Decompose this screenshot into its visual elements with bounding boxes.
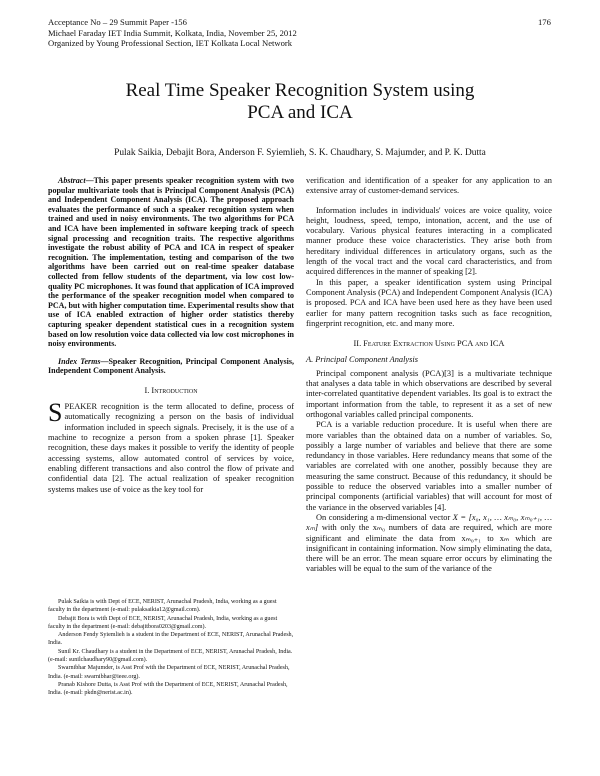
- page-number: 176: [538, 17, 551, 27]
- index-terms: [48, 357, 294, 376]
- index-terms-text: —Speaker Recognition, Principal Component Analysis, Independent Component Analysis.: [48, 356, 295, 376]
- abstract-label: Abstract: [58, 176, 86, 185]
- abstract: [48, 176, 294, 349]
- footnotes: [48, 598, 294, 698]
- section-heading-introduction: I. Introduction: [144, 385, 198, 395]
- intro-text: recognition is the term allocated to define, process of automatically recognizing a person on the basis of individual information included in speech signals. Precisely, it is the use of a machine to recognize a person from a spoken phrase [1]. Speaker recognition, these days makes it possible to verify the identity of people accessing systems, allow automated control of services by voice, enabling different transactions and also control the flow of private and confidential data [2]. The actual realization of speaker recognition systems makes use of voice as the key tool for: [48, 402, 294, 494]
- index-terms-label: Index Terms: [58, 356, 101, 366]
- paragraph-pca-intro: Principal component analysis (PCA)[3] is a multivariate technique that analyses a data table in which observations are described by several inter-correlated quantitative dependent variables. Its goal is to extract the important information from the table, to represent it as a set of new orthogonal variables called principal components.: [306, 368, 552, 419]
- subsection-heading-pca: A. Principal Component Analysis: [306, 355, 418, 365]
- title-line-2: PCA and ICA: [247, 102, 353, 123]
- paragraph-proposal: In this paper, a speaker identification system using Principal Component Analysis (PCA) and Independent Component Analysis (ICA) is proposed. PCA and ICA have been used here as they have been used earlier for many pattern recognition tasks such as face recognition, fingerprint recognition, etc. and many more.: [306, 277, 552, 328]
- intro-first-word: PEAKER: [64, 402, 98, 412]
- header-line-2: Michael Faraday IET India Summit, Kolkata, India, November 25, 2012: [48, 27, 297, 38]
- footnote-2: Debajit Bora is with Dept of ECE, NERIST, Arunachal Pradesh, India, working as a guest faculty in the department (e-mail: debajitbora0203@gmail.com).: [48, 615, 278, 630]
- header-line-1: Acceptance No – 29 Summit Paper -156: [48, 17, 187, 27]
- section-heading-feature-extraction: II. Feature Extraction Using PCA and ICA: [353, 339, 505, 349]
- title-line-1: Real Time Speaker Recognition System using: [125, 80, 475, 101]
- vector-text: with only the xₘ₀ numbers of data are required, which are more significant and eliminate the data from xₘ₀₊₁ to xₘ which are insignificant in containing information. Now simply eliminating the data, there will be an error. The mean square error occurs by eliminating the variables will be equal to the sum of the variance of the: [306, 523, 552, 574]
- footnote-1: Pulak Saikia is with Dept of ECE, NERIST, Arunachal Pradesh, India, working as a guest faculty in the department (e-mail: pulaksaikia12@gmail.com).: [48, 599, 277, 614]
- footnote-5: Swarnibhar Majumder, is Asst Prof with the Department of ECE, NERIST, Arunachal Pradesh, India. (e-mail: swarnibhar@ieee.org).: [48, 665, 290, 680]
- footnote-6: Pranab Kishore Dutta, is Asst Prof with the Department of ECE, NERIST, Arunachal Pradesh, India. (e-mail: pkdn@nerist.ac.in).: [48, 681, 288, 697]
- right-column: [306, 176, 552, 575]
- paper-title: [0, 80, 600, 124]
- footnote-4: Sunil Kr. Chaudhary is a student in the Department of ECE, NERIST, Arunachal Pradesh, India. (e-mail: sunilchaudhary90@gmail.com).: [48, 648, 293, 664]
- continued-paragraph: verification and identification of a speaker for any application to an extensive array of customer-demand services.: [306, 176, 552, 196]
- author-list: Pulak Saikia, Debajit Bora, Anderson F. Syiemlieh, S. K. Chaudhary, S. Majumder, and P. K. Dutta: [114, 148, 486, 158]
- paragraph-pca-reduction: PCA is a variable reduction procedure. It is useful when there are more variables than the obtained data on a number of variables. So, possibly a large number of variables and believe that there are some redundancy in those variables. Here redundancy means that some of the variables are correlated with one another, possibly because they are measuring the same construct. Because of this redundancy, it should be possible to reduce the observed variables into a smaller number of principal components (artificial variables) that will account for most of the variance in the observed variables [4].: [306, 420, 552, 512]
- running-header: [48, 17, 558, 49]
- header-line-3: Organized by Young Professional Section, IET Kolkata Local Network: [48, 38, 293, 49]
- vector-intro: On considering a m-dimensional vector: [316, 512, 451, 522]
- paragraph-voice-info: Information includes in individuals' voices are voice quality, voice height, loudness, speed, tempo, intonation, accent, and the use of vocabulary. Various physical features interacting in a complicated manner produce these voice characteristics. They arise both from hereditary individual differences in articulatory organs, such as the length of the vocal tract and the vocal card characteristics, and from acquired differences in the manner of speaking [2].: [306, 205, 552, 277]
- drop-cap: S: [48, 398, 63, 428]
- vector-equation: X = [x₀, x₁, … xₘ₀, xₘ₀₊₁, … xₘ]: [306, 512, 552, 533]
- left-column: [48, 176, 294, 495]
- abstract-text: —This paper presents speaker recognition system with two popular multivariate tools that is Principal Component Analysis (PCA) and Independent Component Analysis (ICA). The proposed approach evaluates the performance of such a speaker recognition system when trained and used in noisy environments. The two algorithms for PCA and ICA have been implemented in software keeping track of speech signal processing and recognition traits. The respective algorithms investigate the robust ability of PCA and ICA in respect of speaker recognition. The implementation, testing and comparison of the two algorithms have been carried out on real-time speaker database collected from fellow students of the department, via low cost low-quality PC microphones. It was found that application of ICA improved the performance of the speaker recognition model when compared to PCA, but with higher computation time. Experimental results show that use of ICA enabled extraction of higher order statistics thereby capturing speaker dependent statistical cues in a recognition system based on low resolution voice data collected via low cost microphones in noisy environments.: [48, 176, 294, 349]
- footnote-3: Anderson Fendy Syiemlieh is a student in the Department of ECE, NERIST, Arunachal Pradesh, India.: [48, 632, 294, 647]
- paragraph-vector: [306, 513, 552, 575]
- intro-paragraph: [48, 398, 294, 495]
